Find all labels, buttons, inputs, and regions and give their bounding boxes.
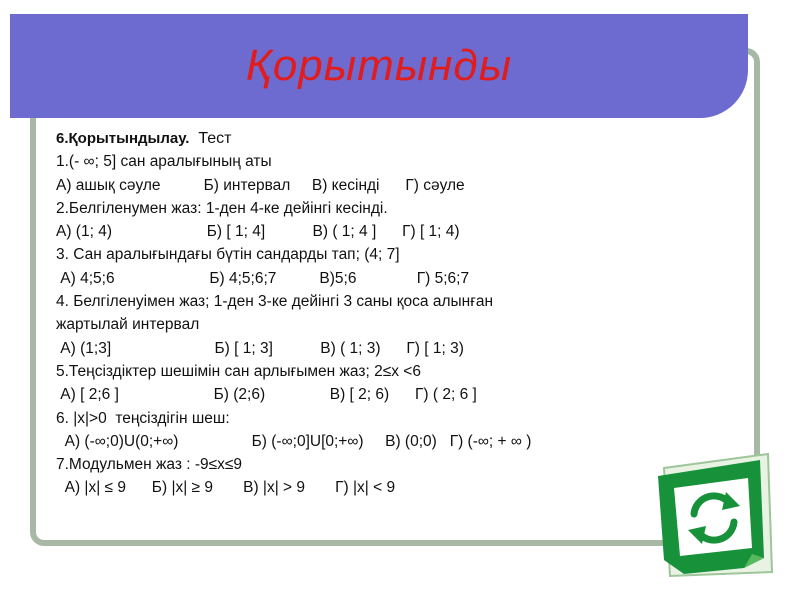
answers-7: А) |x| ≤ 9 Б) |x| ≥ 9 В) |x| > 9 Г) |x| < 9 [56,479,396,497]
answers-6: А) (-∞;0)U(0;+∞) Б) (-∞;0]U[0;+∞) В) (0;0) Г) (-∞; + ∞ ) [56,432,532,450]
refresh-icon[interactable] [656,448,776,580]
answers-5: А) [ 2;6 ] Б) (2;6) В) [ 2; 6) Г) ( 2; 6 ] [56,386,477,404]
test-heading [56,127,696,150]
refresh-icon-graphic [656,448,776,580]
question-4-continued: жартылай интервал [56,316,200,334]
heading-subtitle: Тест [189,130,232,147]
question-6: 6. |x|>0 теңсіздігін шеш: [56,409,230,427]
answers-2: А) (1; 4) Б) [ 1; 4] В) ( 1; 4 ] Г) [ 1; 4) [56,223,460,241]
slide-title: Қорытынды [245,41,513,90]
question-5: 5.Теңсіздіктер шешімін сан арлығымен жаз; 2≤х <6 [56,362,421,380]
test-content [56,127,696,500]
question-3: 3. Сан аралығындағы бүтін сандарды тап; (4; 7] [56,246,400,264]
question-2: 2.Белгіленумен жаз: 1-ден 4-ке дейінгі кесінді. [56,199,388,217]
answers-1: А) ашық сәуле Б) интервал В) кесінді Г) сәуле [56,176,465,194]
answers-3: А) 4;5;6 Б) 4;5;6;7 В)5;6 Г) 5;6;7 [56,269,470,287]
question-1: 1.(- ∞; 5] сан аралығының аты [56,153,272,171]
heading-text: Қорытындылау. [68,130,190,147]
heading-number: 6. [56,130,69,147]
answers-4: А) (1;3] Б) [ 1; 3] В) ( 1; 3) Г) [ 1; 3) [56,339,464,357]
question-4: 4. Белгіленуімен жаз; 1-ден 3-ке дейінгі 3 саны қоса алынған [56,293,494,311]
question-7: 7.Модульмен жаз : -9≤х≤9 [56,456,243,474]
